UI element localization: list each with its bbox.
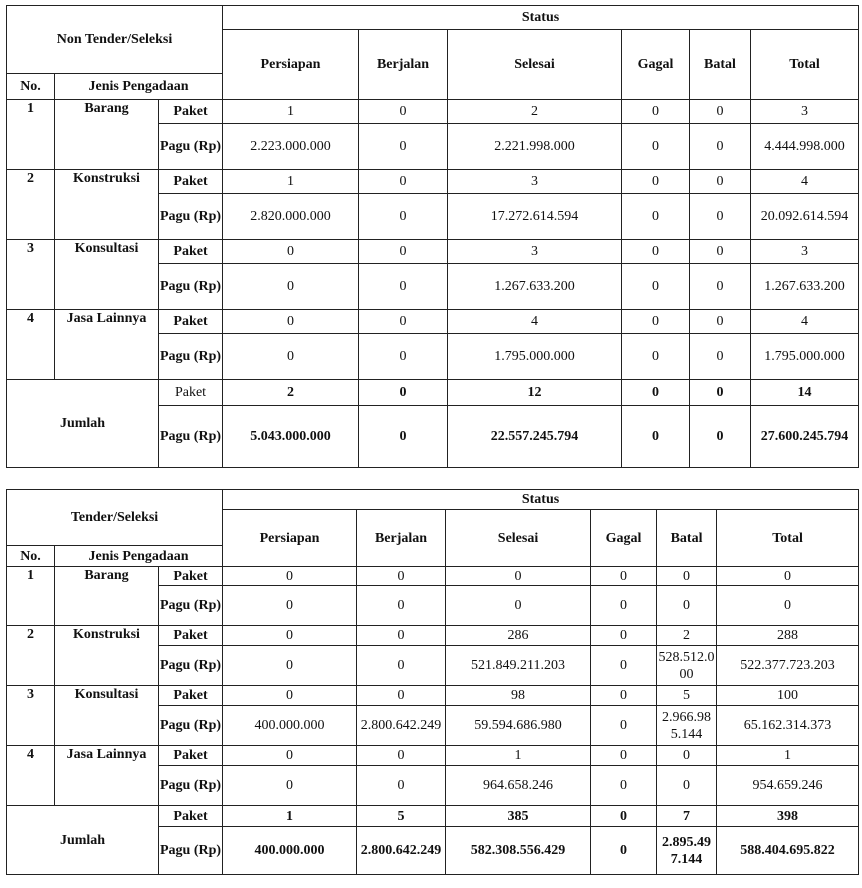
cell: 65.162.314.373: [717, 706, 859, 746]
pagu-label: Pagu (Rp): [159, 646, 223, 686]
cell: 0: [591, 746, 657, 766]
cell: 2.800.642.249: [357, 706, 446, 746]
row-jenis: Konsultasi: [55, 686, 159, 746]
cell: 0: [622, 240, 690, 264]
row-no: 4: [7, 746, 55, 806]
total-row: [7, 380, 859, 406]
cell: 0: [622, 334, 690, 380]
cell: 3: [448, 240, 622, 264]
cell: 5.043.000.000: [223, 406, 359, 468]
cell: 0: [690, 334, 751, 380]
row-jenis: Konstruksi: [55, 170, 159, 240]
pagu-label: Pagu (Rp): [159, 124, 223, 170]
cell: 0: [359, 100, 448, 124]
row-no: 1: [7, 100, 55, 170]
cell: 1: [223, 100, 359, 124]
col-header-gagal: Gagal: [591, 510, 657, 567]
cell: 4: [448, 310, 622, 334]
cell: 2.895.497.144: [657, 827, 717, 875]
cell: 0: [223, 310, 359, 334]
total-row: [7, 806, 859, 827]
cell: 588.404.695.822: [717, 827, 859, 875]
paket-label: Paket: [159, 806, 223, 827]
cell: 0: [223, 264, 359, 310]
cell: 0: [359, 334, 448, 380]
cell: 0: [657, 746, 717, 766]
pagu-label: Pagu (Rp): [159, 406, 223, 468]
cell: 5: [657, 686, 717, 706]
cell: 0: [591, 586, 657, 626]
cell: 2.221.998.000: [448, 124, 622, 170]
cell: 0: [446, 586, 591, 626]
non-tender-table: [6, 5, 859, 468]
table-row: [7, 310, 859, 334]
cell: 0: [357, 646, 446, 686]
cell: 0: [717, 586, 859, 626]
cell: 0: [591, 827, 657, 875]
pagu-label: Pagu (Rp): [159, 586, 223, 626]
col-header-batal: Batal: [690, 30, 751, 100]
cell: 98: [446, 686, 591, 706]
row-no: 3: [7, 240, 55, 310]
cell: 0: [690, 170, 751, 194]
cell: 0: [223, 334, 359, 380]
cell: 0: [690, 310, 751, 334]
cell: 0: [717, 567, 859, 586]
cell: 1: [223, 170, 359, 194]
col-header-berjalan: Berjalan: [359, 30, 448, 100]
row-jenis: Jasa Lainnya: [55, 310, 159, 380]
pagu-label: Pagu (Rp): [159, 194, 223, 240]
paket-label: Paket: [159, 170, 223, 194]
no-header: No.: [7, 74, 55, 100]
row-jenis: Konstruksi: [55, 626, 159, 686]
cell: 0: [690, 264, 751, 310]
group-label: Tender/Seleksi: [7, 490, 223, 546]
cell: 0: [223, 686, 357, 706]
cell: 0: [359, 194, 448, 240]
cell: 0: [359, 264, 448, 310]
cell: 2: [448, 100, 622, 124]
paket-label: Paket: [159, 567, 223, 586]
cell: 0: [690, 406, 751, 468]
cell: 0: [622, 264, 690, 310]
cell: 0: [357, 567, 446, 586]
paket-label: Paket: [159, 686, 223, 706]
table-row: [7, 170, 859, 194]
table-row: [7, 567, 859, 586]
row-jenis: Barang: [55, 567, 159, 626]
cell: 0: [690, 194, 751, 240]
cell: 0: [690, 380, 751, 406]
cell: 0: [591, 766, 657, 806]
paket-label: Paket: [159, 380, 223, 406]
cell: 0: [622, 406, 690, 468]
cell: 4: [751, 170, 859, 194]
cell: 0: [446, 567, 591, 586]
cell: 528.512.000: [657, 646, 717, 686]
cell: 2: [657, 626, 717, 646]
pagu-label: Pagu (Rp): [159, 334, 223, 380]
cell: 521.849.211.203: [446, 646, 591, 686]
row-jenis: Jasa Lainnya: [55, 746, 159, 806]
cell: 2.800.642.249: [357, 827, 446, 875]
cell: 1.795.000.000: [751, 334, 859, 380]
cell: 385: [446, 806, 591, 827]
cell: 0: [359, 124, 448, 170]
col-header-berjalan: Berjalan: [357, 510, 446, 567]
cell: 0: [591, 567, 657, 586]
cell: 0: [223, 567, 357, 586]
cell: 0: [622, 170, 690, 194]
cell: 0: [591, 706, 657, 746]
cell: 0: [357, 766, 446, 806]
cell: 1: [446, 746, 591, 766]
cell: 398: [717, 806, 859, 827]
cell: 2.223.000.000: [223, 124, 359, 170]
cell: 582.308.556.429: [446, 827, 591, 875]
no-header: No.: [7, 546, 55, 567]
paket-label: Paket: [159, 310, 223, 334]
col-header-gagal: Gagal: [622, 30, 690, 100]
pagu-label: Pagu (Rp): [159, 766, 223, 806]
cell: 14: [751, 380, 859, 406]
tender-table: [6, 489, 859, 875]
cell: 0: [223, 746, 357, 766]
cell: 400.000.000: [223, 827, 357, 875]
cell: 5: [357, 806, 446, 827]
paket-label: Paket: [159, 100, 223, 124]
cell: 1: [223, 806, 357, 827]
cell: 0: [357, 686, 446, 706]
cell: 0: [690, 240, 751, 264]
cell: 288: [717, 626, 859, 646]
cell: 1: [717, 746, 859, 766]
jenis-header: Jenis Pengadaan: [55, 74, 223, 100]
cell: 1.795.000.000: [448, 334, 622, 380]
cell: 0: [223, 586, 357, 626]
table-row: [7, 686, 859, 706]
col-header-total: Total: [751, 30, 859, 100]
paket-label: Paket: [159, 626, 223, 646]
pagu-label: Pagu (Rp): [159, 827, 223, 875]
cell: 0: [359, 170, 448, 194]
total-label: Jumlah: [7, 806, 159, 875]
cell: 0: [622, 100, 690, 124]
cell: 0: [657, 766, 717, 806]
cell: 964.658.246: [446, 766, 591, 806]
total-label: Jumlah: [7, 380, 159, 468]
col-header-selesai: Selesai: [446, 510, 591, 567]
cell: 0: [657, 586, 717, 626]
cell: 20.092.614.594: [751, 194, 859, 240]
group-label: Non Tender/Seleksi: [7, 6, 223, 74]
cell: 286: [446, 626, 591, 646]
table-row: [7, 746, 859, 766]
row-no: 2: [7, 626, 55, 686]
row-no: 4: [7, 310, 55, 380]
cell: 522.377.723.203: [717, 646, 859, 686]
row-no: 3: [7, 686, 55, 746]
col-header-persiapan: Persiapan: [223, 30, 359, 100]
cell: 0: [223, 766, 357, 806]
cell: 0: [359, 240, 448, 264]
cell: 0: [690, 100, 751, 124]
row-no: 1: [7, 567, 55, 626]
table-row: [7, 240, 859, 264]
cell: 0: [359, 380, 448, 406]
cell: 2.966.985.144: [657, 706, 717, 746]
cell: 3: [751, 100, 859, 124]
cell: 17.272.614.594: [448, 194, 622, 240]
cell: 0: [359, 406, 448, 468]
pagu-label: Pagu (Rp): [159, 264, 223, 310]
cell: 0: [357, 586, 446, 626]
cell: 0: [591, 806, 657, 827]
cell: 12: [448, 380, 622, 406]
cell: 0: [223, 626, 357, 646]
cell: 4: [751, 310, 859, 334]
cell: 100: [717, 686, 859, 706]
cell: 0: [357, 746, 446, 766]
table-row: [7, 100, 859, 124]
cell: 0: [622, 124, 690, 170]
cell: 0: [223, 240, 359, 264]
table-row: [7, 626, 859, 646]
col-header-persiapan: Persiapan: [223, 510, 357, 567]
col-header-total: Total: [717, 510, 859, 567]
cell: 7: [657, 806, 717, 827]
row-no: 2: [7, 170, 55, 240]
cell: 0: [591, 626, 657, 646]
cell: 3: [751, 240, 859, 264]
cell: 27.600.245.794: [751, 406, 859, 468]
cell: 0: [657, 567, 717, 586]
cell: 954.659.246: [717, 766, 859, 806]
paket-label: Paket: [159, 240, 223, 264]
cell: 1.267.633.200: [751, 264, 859, 310]
cell: 400.000.000: [223, 706, 357, 746]
row-jenis: Barang: [55, 100, 159, 170]
status-header: Status: [223, 490, 859, 510]
pagu-label: Pagu (Rp): [159, 706, 223, 746]
jenis-header: Jenis Pengadaan: [55, 546, 223, 567]
cell: 0: [591, 646, 657, 686]
status-header: Status: [223, 6, 859, 30]
cell: 59.594.686.980: [446, 706, 591, 746]
cell: 0: [359, 310, 448, 334]
cell: 0: [622, 380, 690, 406]
cell: 0: [622, 310, 690, 334]
paket-label: Paket: [159, 746, 223, 766]
cell: 2.820.000.000: [223, 194, 359, 240]
cell: 3: [448, 170, 622, 194]
cell: 4.444.998.000: [751, 124, 859, 170]
cell: 0: [357, 626, 446, 646]
col-header-selesai: Selesai: [448, 30, 622, 100]
col-header-batal: Batal: [657, 510, 717, 567]
cell: 0: [591, 686, 657, 706]
cell: 22.557.245.794: [448, 406, 622, 468]
cell: 1.267.633.200: [448, 264, 622, 310]
cell: 0: [690, 124, 751, 170]
cell: 2: [223, 380, 359, 406]
cell: 0: [223, 646, 357, 686]
row-jenis: Konsultasi: [55, 240, 159, 310]
cell: 0: [622, 194, 690, 240]
